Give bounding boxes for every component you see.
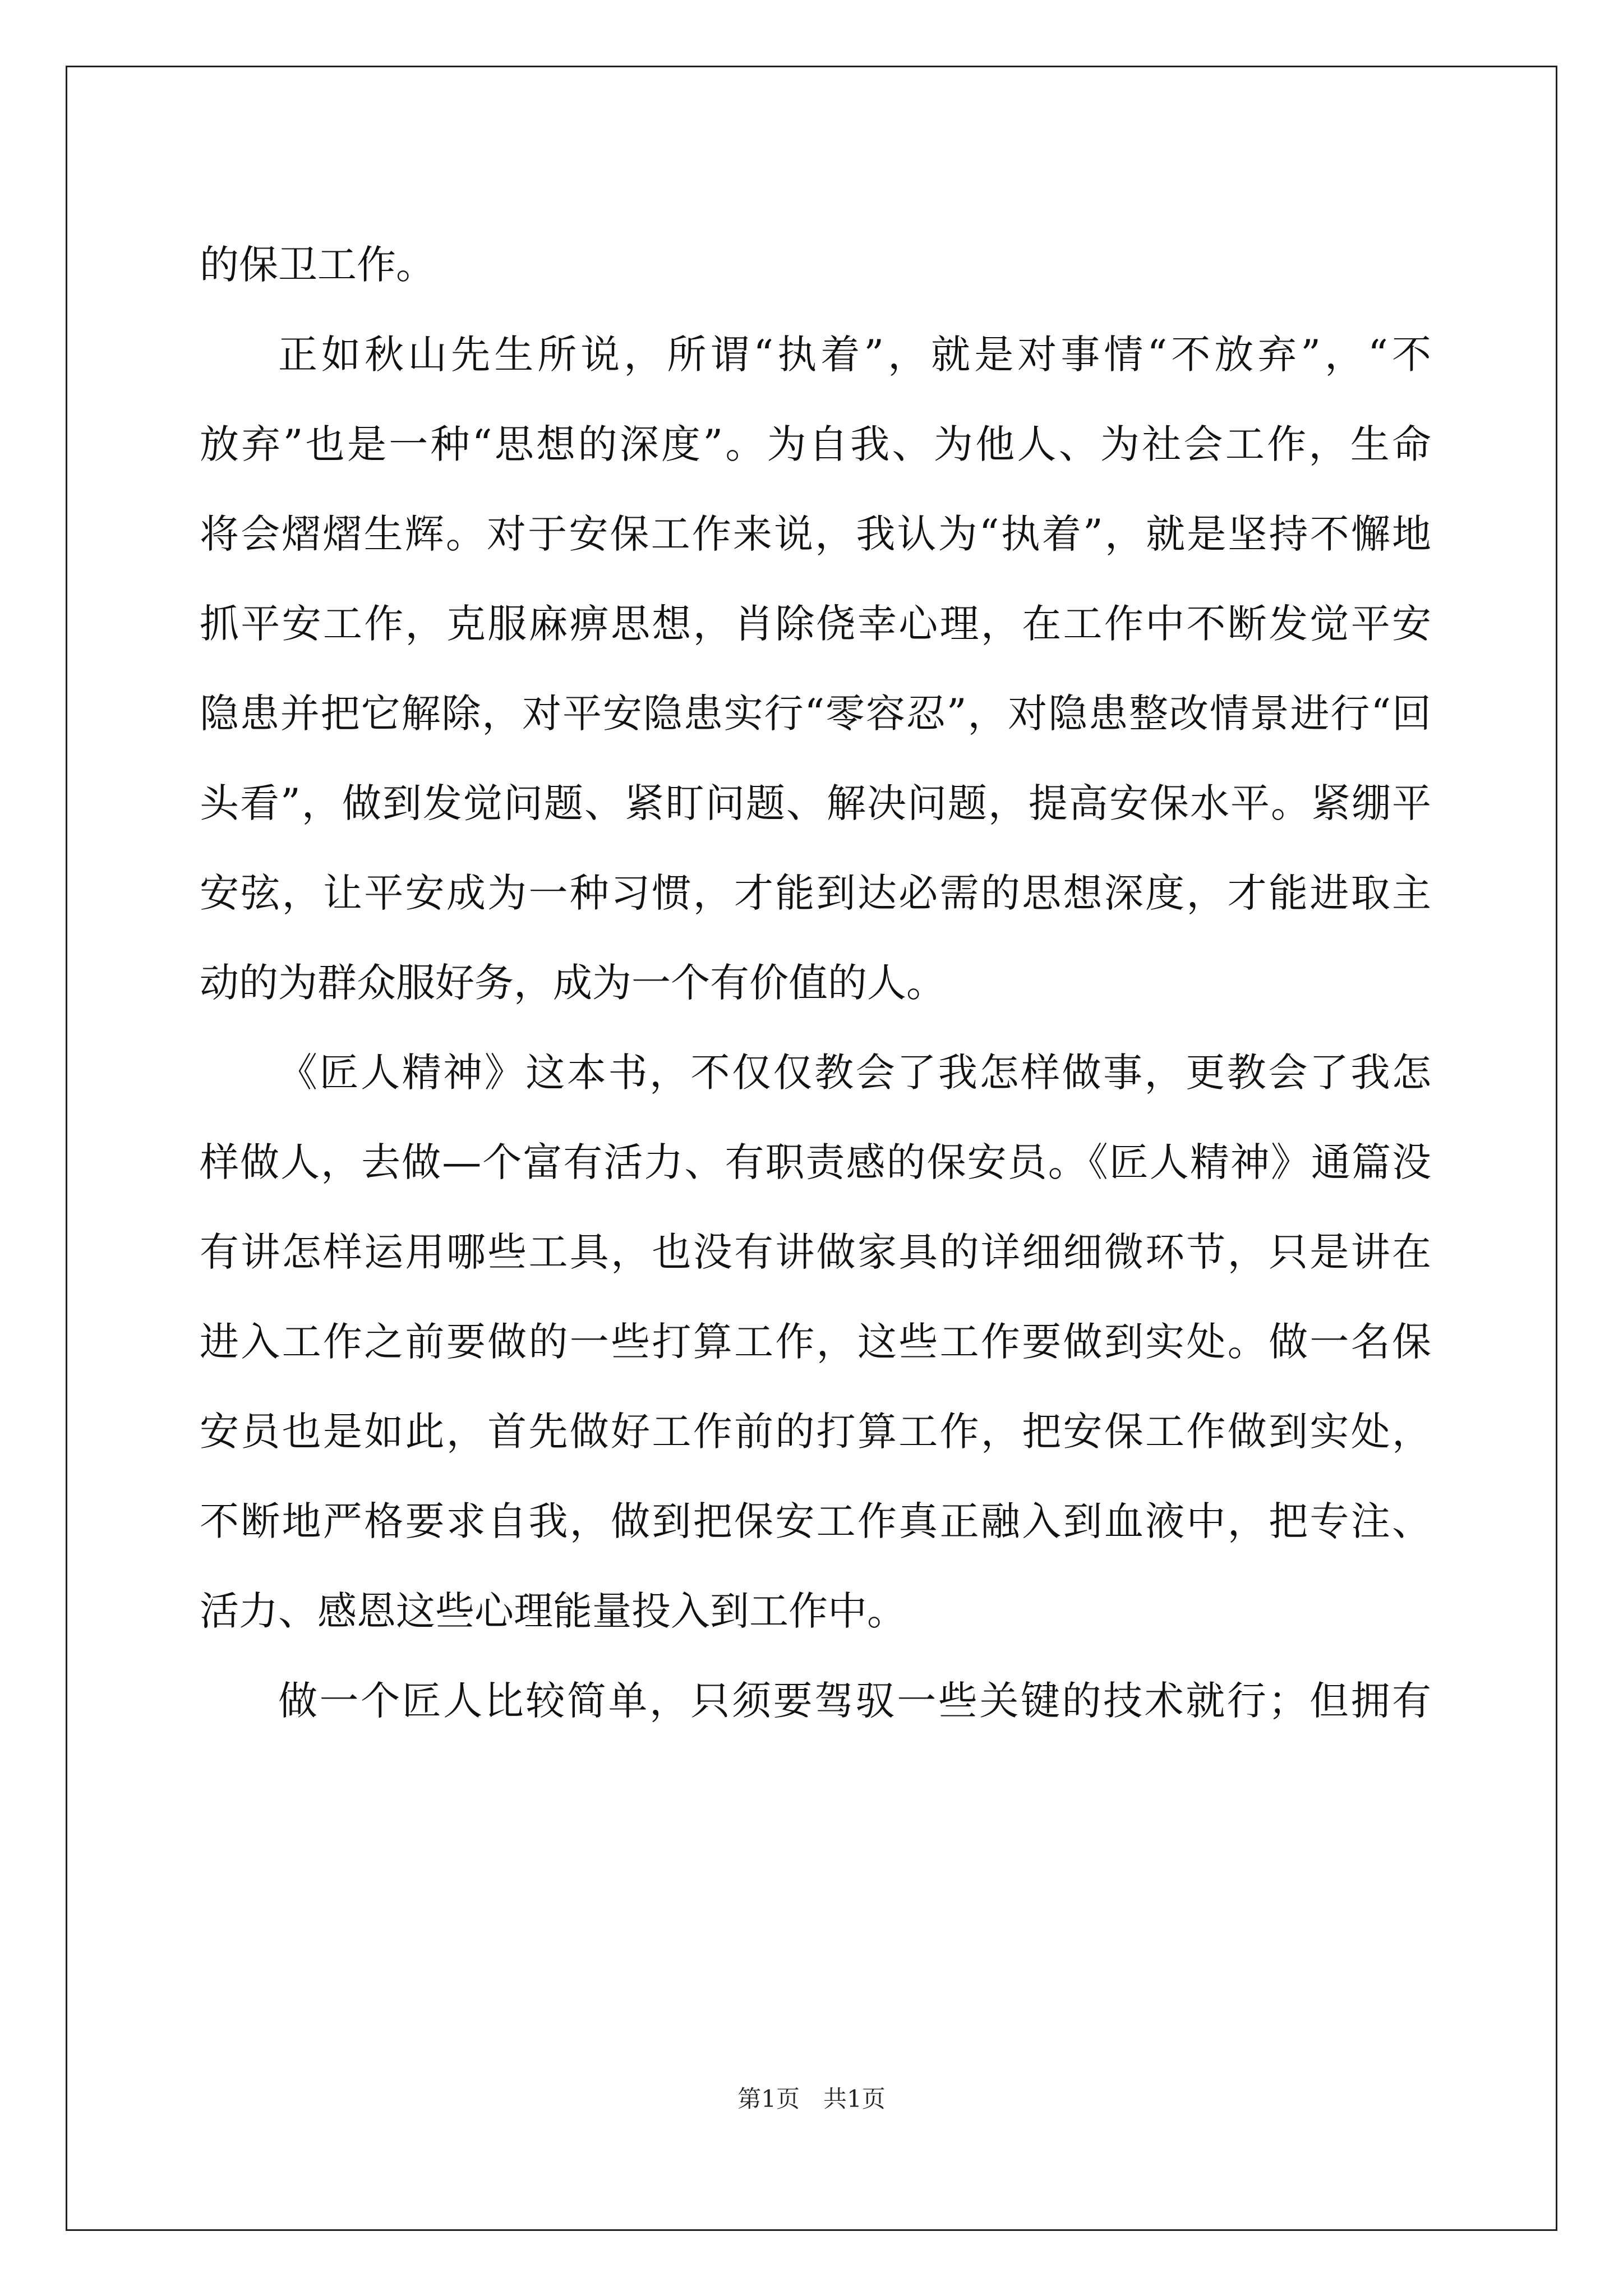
text-line: 动的为群众服好务，成为一个有价值的人。 [200, 960, 946, 1006]
page-number-footer: 第1页 共1页 [737, 2085, 886, 2113]
text-line: 隐患并把它解除，对平安隐患实行“零容忍”，对隐患整改情景进行“回 [200, 691, 1431, 737]
text-line: 放弃”也是一种“思想的深度”。为自我、为他人、为社会工作，生命 [200, 421, 1431, 467]
text-line: 安员也是如此，首先做好工作前的打算工作，把安保工作做到实处， [200, 1409, 1431, 1455]
text-line: 活力、感恩这些心理能量投入到工作中。 [200, 1588, 906, 1634]
text-line: 的保卫工作。 [200, 242, 435, 288]
text-line: 安弦，让平安成为一种习惯，才能到达必需的思想深度，才能进取主 [200, 870, 1431, 916]
text-line: 正如秋山先生所说，所谓“执着”，就是对事情“不放弃”，“不 [278, 332, 1431, 378]
text-line: 样做人，去做—个富有活力、有职责感的保安员。《匠人精神》通篇没 [200, 1139, 1431, 1185]
text-line: 做一个匠人比较简单，只须要驾驭一些关键的技术就行；但拥有 [278, 1678, 1431, 1724]
text-line: 《匠人精神》这本书，不仅仅教会了我怎样做事，更教会了我怎 [278, 1050, 1431, 1096]
text-line: 不断地严格要求自我，做到把保安工作真正融入到血液中，把专注、 [200, 1498, 1431, 1544]
text-line: 进入工作之前要做的一些打算工作，这些工作要做到实处。做一名保 [200, 1319, 1431, 1365]
text-line: 将会熠熠生辉。对于安保工作来说，我认为“执着”，就是坚持不懈地 [200, 511, 1431, 557]
text-line: 有讲怎样运用哪些工具，也没有讲做家具的详细细微环节，只是讲在 [200, 1229, 1431, 1275]
document-body [200, 220, 1431, 1746]
text-line: 头看”，做到发觉问题、紧盯问题、解决问题，提高安保水平。紧绷平 [200, 780, 1431, 826]
text-line: 抓平安工作，克服麻痹思想，肖除侥幸心理，在工作中不断发觉平安 [200, 601, 1431, 647]
